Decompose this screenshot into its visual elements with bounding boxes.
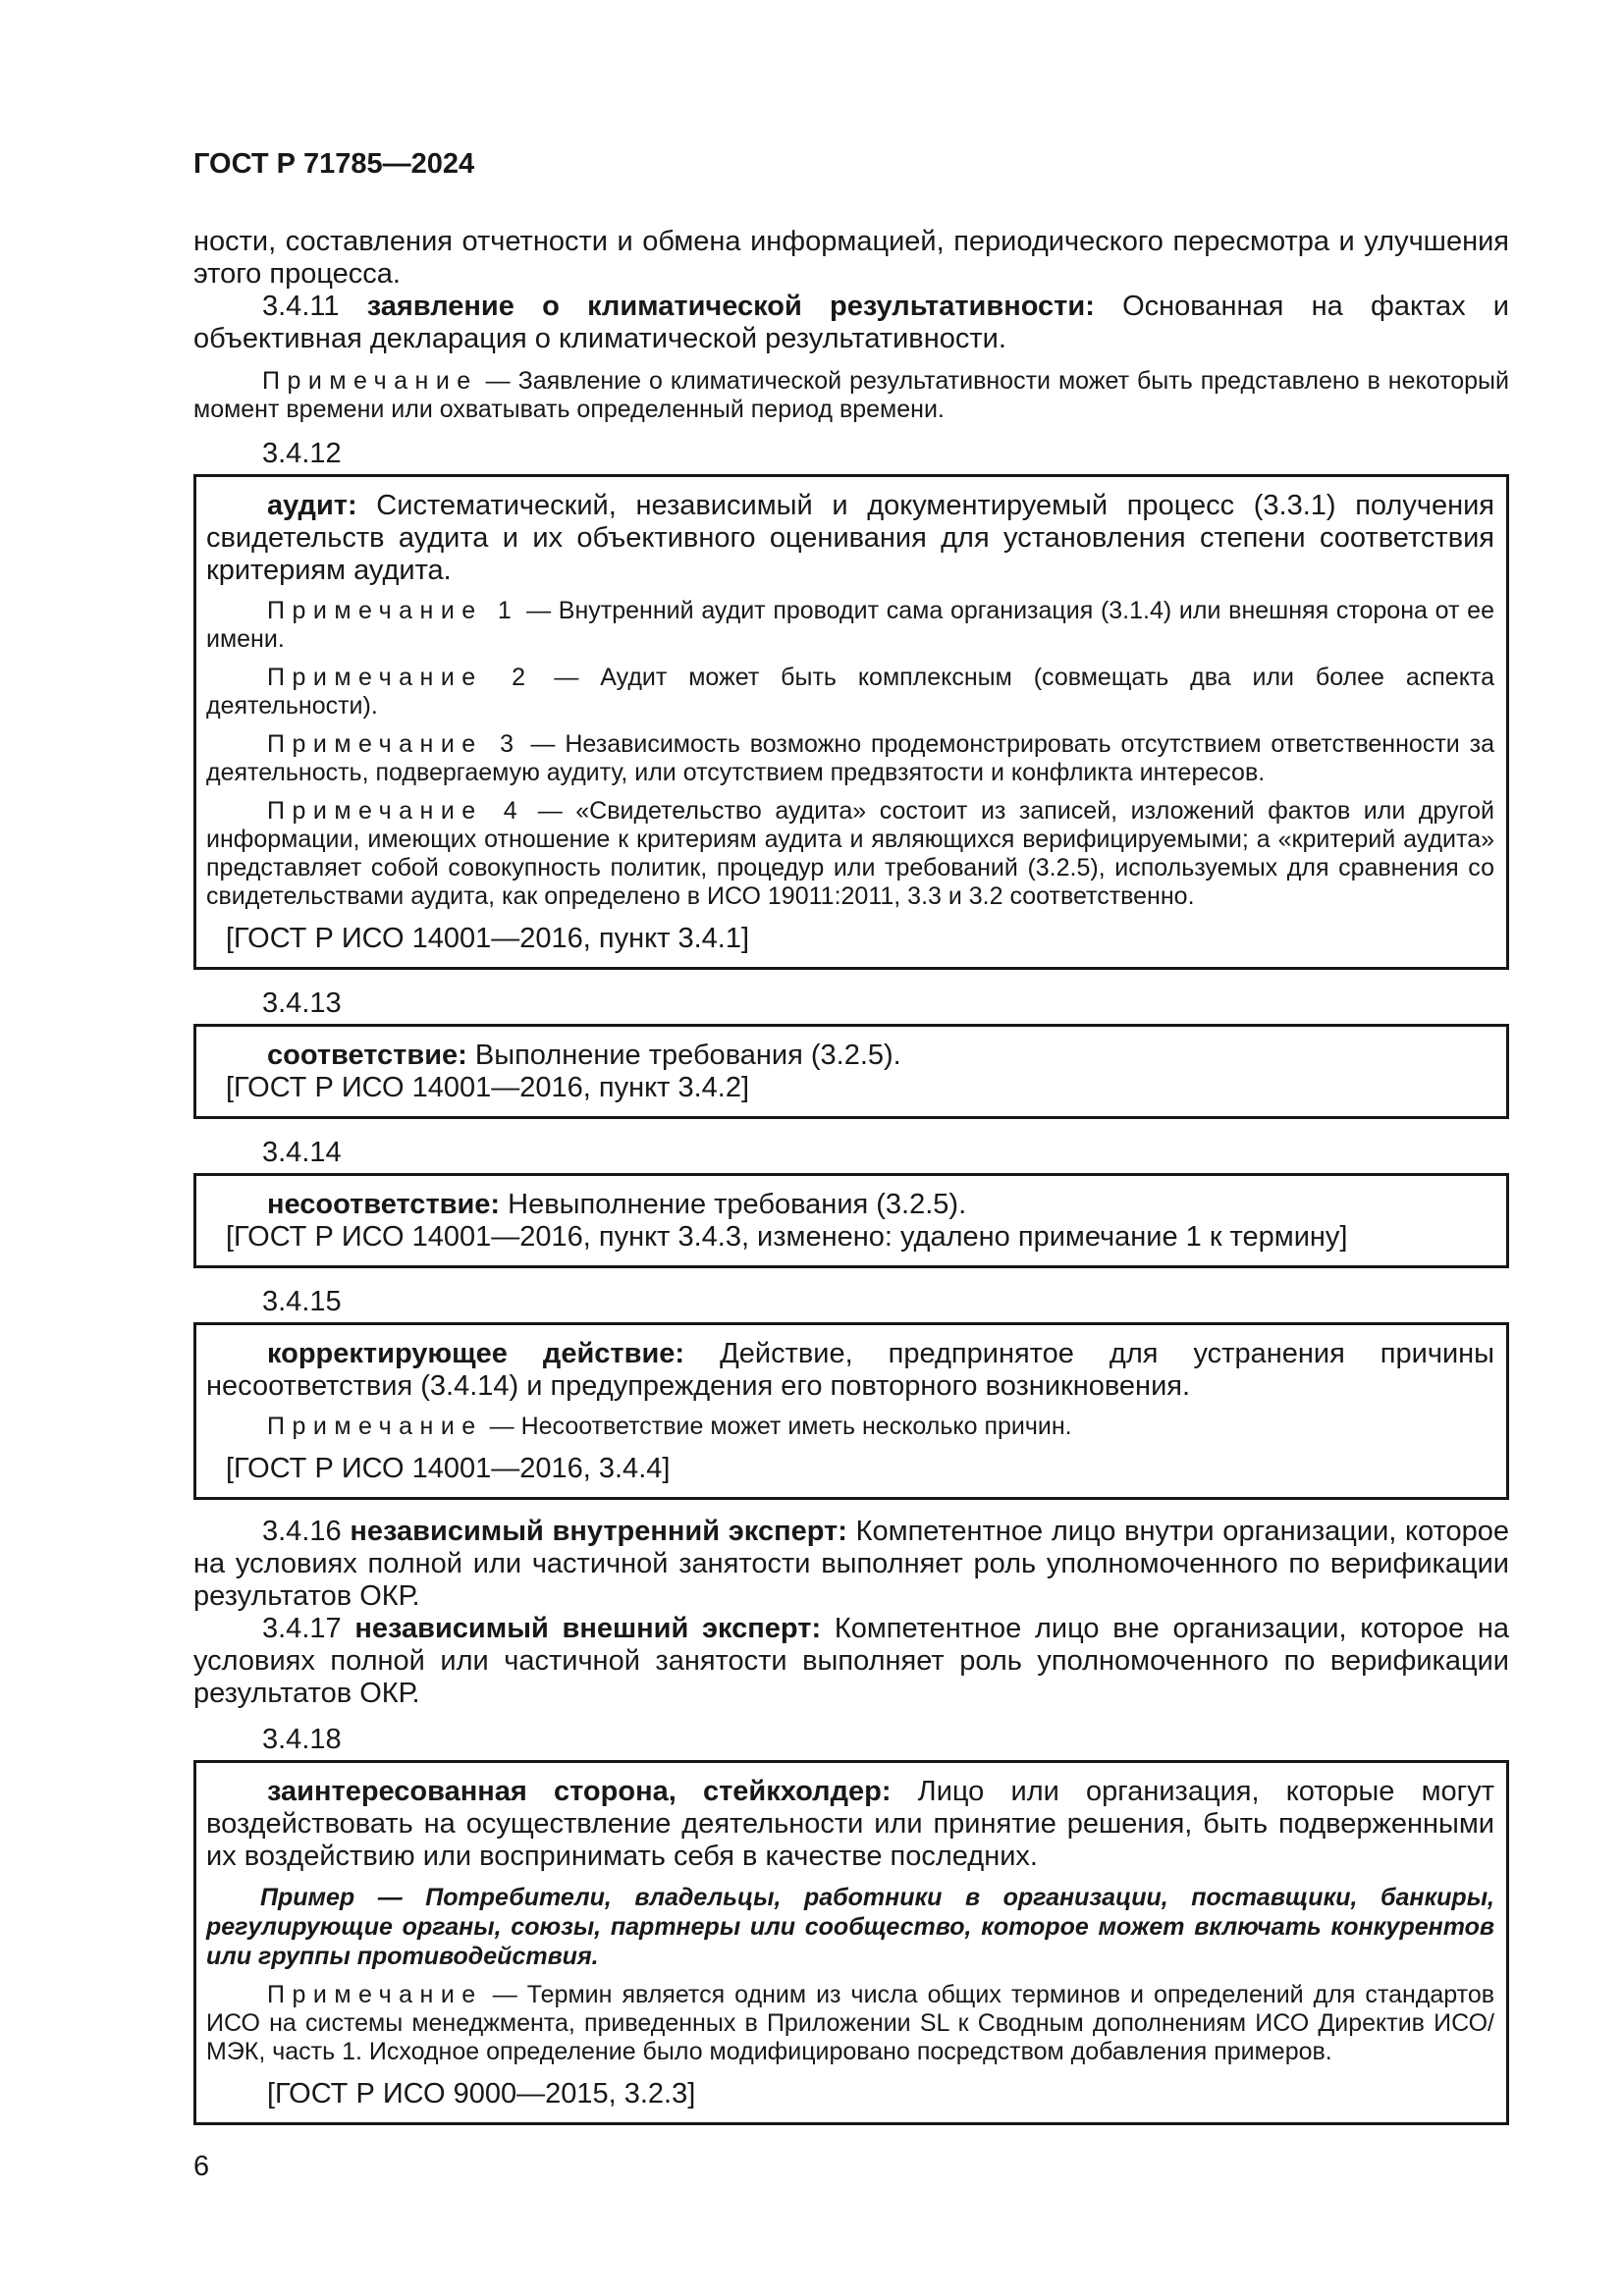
paragraph-continuation: ности, составления отчетности и обмена информацией, периодического пересмотра и улучшения этого процесса. [193,226,1509,290]
note-text: — Заявление о климатической результативности может быть представлено в некоторый момент времени или охватывать определенный период времени. [193,367,1509,423]
running-header: ГОСТ Р 71785—2024 [193,148,475,180]
term-definition: Компетентное лицо вне организации, которое на условиях полной или частичной занятости выполняет роль уполномоченного по верификации результатов ОКР. [193,1613,1510,1709]
note-label: Примечание 4 [267,797,525,825]
definition-box-stakeholder [193,1760,1509,2125]
definition-conformity [206,1040,1494,1072]
clause-number: 3.4.11 [262,291,340,322]
audit-note-3 [206,730,1494,787]
corrective-action-note [206,1413,1494,1441]
note-text: — Внутренний аудит проводит сама организация (3.1.4) или внешняя сторона от ее имени. [206,597,1494,653]
source-reference: [ГОСТ Р ИСО 14001—2016, 3.4.4] [226,1453,671,1484]
term-title: независимый внутренний эксперт: [350,1516,847,1547]
term-definition: Невыполнение требования (3.2.5). [508,1189,967,1220]
definition-box-conformity [193,1024,1509,1119]
source-reference: [ГОСТ Р ИСО 14001—2016, пункт 3.4.1] [226,923,750,954]
note-text: — Аудит может быть комплексным (совмещать два или более аспекта деятельности). [206,664,1494,720]
source-reference: [ГОСТ Р ИСО 9000—2015, 3.2.3] [267,2078,696,2109]
term-definition: Действие, предпринятое для устранения причины несоответствия (3.4.14) и предупреждения его повторного возникновения. [206,1338,1495,1402]
note-text: — Несоответствие может иметь несколько причин. [489,1413,1072,1440]
audit-note-2 [206,664,1494,721]
term-definition: Лицо или организация, которые могут воздействовать на осуществление деятельности или принятие решения, быть подверженными их воздействию или воспринимать себя в качестве последних. [206,1776,1495,1872]
term-title: независимый внешний эксперт: [354,1613,822,1644]
clause-number: 3.4.16 [262,1516,342,1547]
term-definition: Выполнение требования (3.2.5). [474,1040,901,1071]
note-text: — Термин является одним из числа общих терминов и определений для стандартов ИСО на системы менеджмента, приведенных в Приложении SL к Сводным дополнениям ИСО Директив ИСО/МЭК, часть 1. Исходное определение было модифицировано посредством добавления примеров. [206,1981,1494,2065]
term-definition: Компетентное лицо внутри организации, которое на условиях полной или частичной занятости выполняет роль уполномоченного по верификации результатов ОКР. [193,1516,1510,1612]
clause-label-3-4-15: 3.4.15 [262,1286,342,1317]
term-definition: Систематический, независимый и документируемый процесс (3.3.1) получения свидетельств аудита и их объективного оценивания для установления степени соответствия критериям аудита. [206,490,1494,586]
term-title: корректирующее действие: [267,1338,685,1369]
note-label: Примечание 2 [267,664,533,691]
term-title: аудит: [267,490,357,521]
note-label: Примечание 3 [267,730,521,758]
note-label: Примечание [267,1981,483,2008]
page-number: 6 [193,2151,210,2182]
note-text: — Независимость возможно продемонстрировать отсутствием ответственности за деятельность, подвергаемую аудиту, или отсутствием предвзятости и конфликта интересов. [206,730,1494,786]
definition-audit [206,490,1494,587]
note-label: Примечание [262,367,478,395]
term-title: соответствие: [267,1040,467,1071]
note-3-4-11 [193,367,1509,424]
definition-corrective-action [206,1338,1494,1403]
clause-label-3-4-14: 3.4.14 [262,1137,342,1168]
definition-stakeholder [206,1776,1494,1873]
term-title: заявление о климатической результативности: [366,291,1095,322]
definition-box-nonconformity [193,1173,1509,1268]
note-text: — «Свидетельство аудита» состоит из записей, изложений фактов или другой информации, имеющих отношение к критериям аудита и являющихся верифицируемыми; а «критерий аудита» представляет собой совокупность политик, процедур или требований (3.2.5), используемых для сравнения со свидетельствами аудита, как определено в ИСО 19011:2011, 3.3 и 3.2 соответственно. [206,797,1494,910]
term-title: несоответствие: [267,1189,501,1220]
source-reference: [ГОСТ Р ИСО 14001—2016, пункт 3.4.2] [226,1072,750,1103]
clause-3-4-16 [193,1516,1509,1613]
note-label: Примечание [267,1413,483,1440]
note-label: Примечание 1 [267,597,519,624]
clause-3-4-17 [193,1613,1509,1710]
clause-label-3-4-18: 3.4.18 [262,1724,342,1755]
source-reference: [ГОСТ Р ИСО 14001—2016, пункт 3.4.3, изменено: удалено примечание 1 к термину] [226,1221,1348,1253]
term-definition: Основанная на фактах и объективная декларация о климатической результативности. [193,291,1510,354]
definition-box-audit [193,474,1509,970]
term-title: заинтересованная сторона, стейкхолдер: [267,1776,892,1807]
audit-note-4 [206,797,1494,911]
definition-nonconformity [206,1189,1494,1221]
clause-number: 3.4.17 [262,1613,342,1644]
example-text: — Потребители, владельцы, работники в организации, поставщики, банкиры, регулирующие органы, союзы, партнеры или сообщество, которое может включать конкурентов или группы противодействия. [206,1884,1494,1970]
example-label: Пример [260,1884,355,1911]
stakeholder-example [206,1883,1494,1971]
stakeholder-note [206,1981,1494,2066]
audit-note-1 [206,597,1494,654]
clause-3-4-11 [193,291,1509,355]
definition-box-corrective-action [193,1322,1509,1500]
clause-label-3-4-12: 3.4.12 [262,438,342,469]
clause-label-3-4-13: 3.4.13 [262,988,342,1019]
